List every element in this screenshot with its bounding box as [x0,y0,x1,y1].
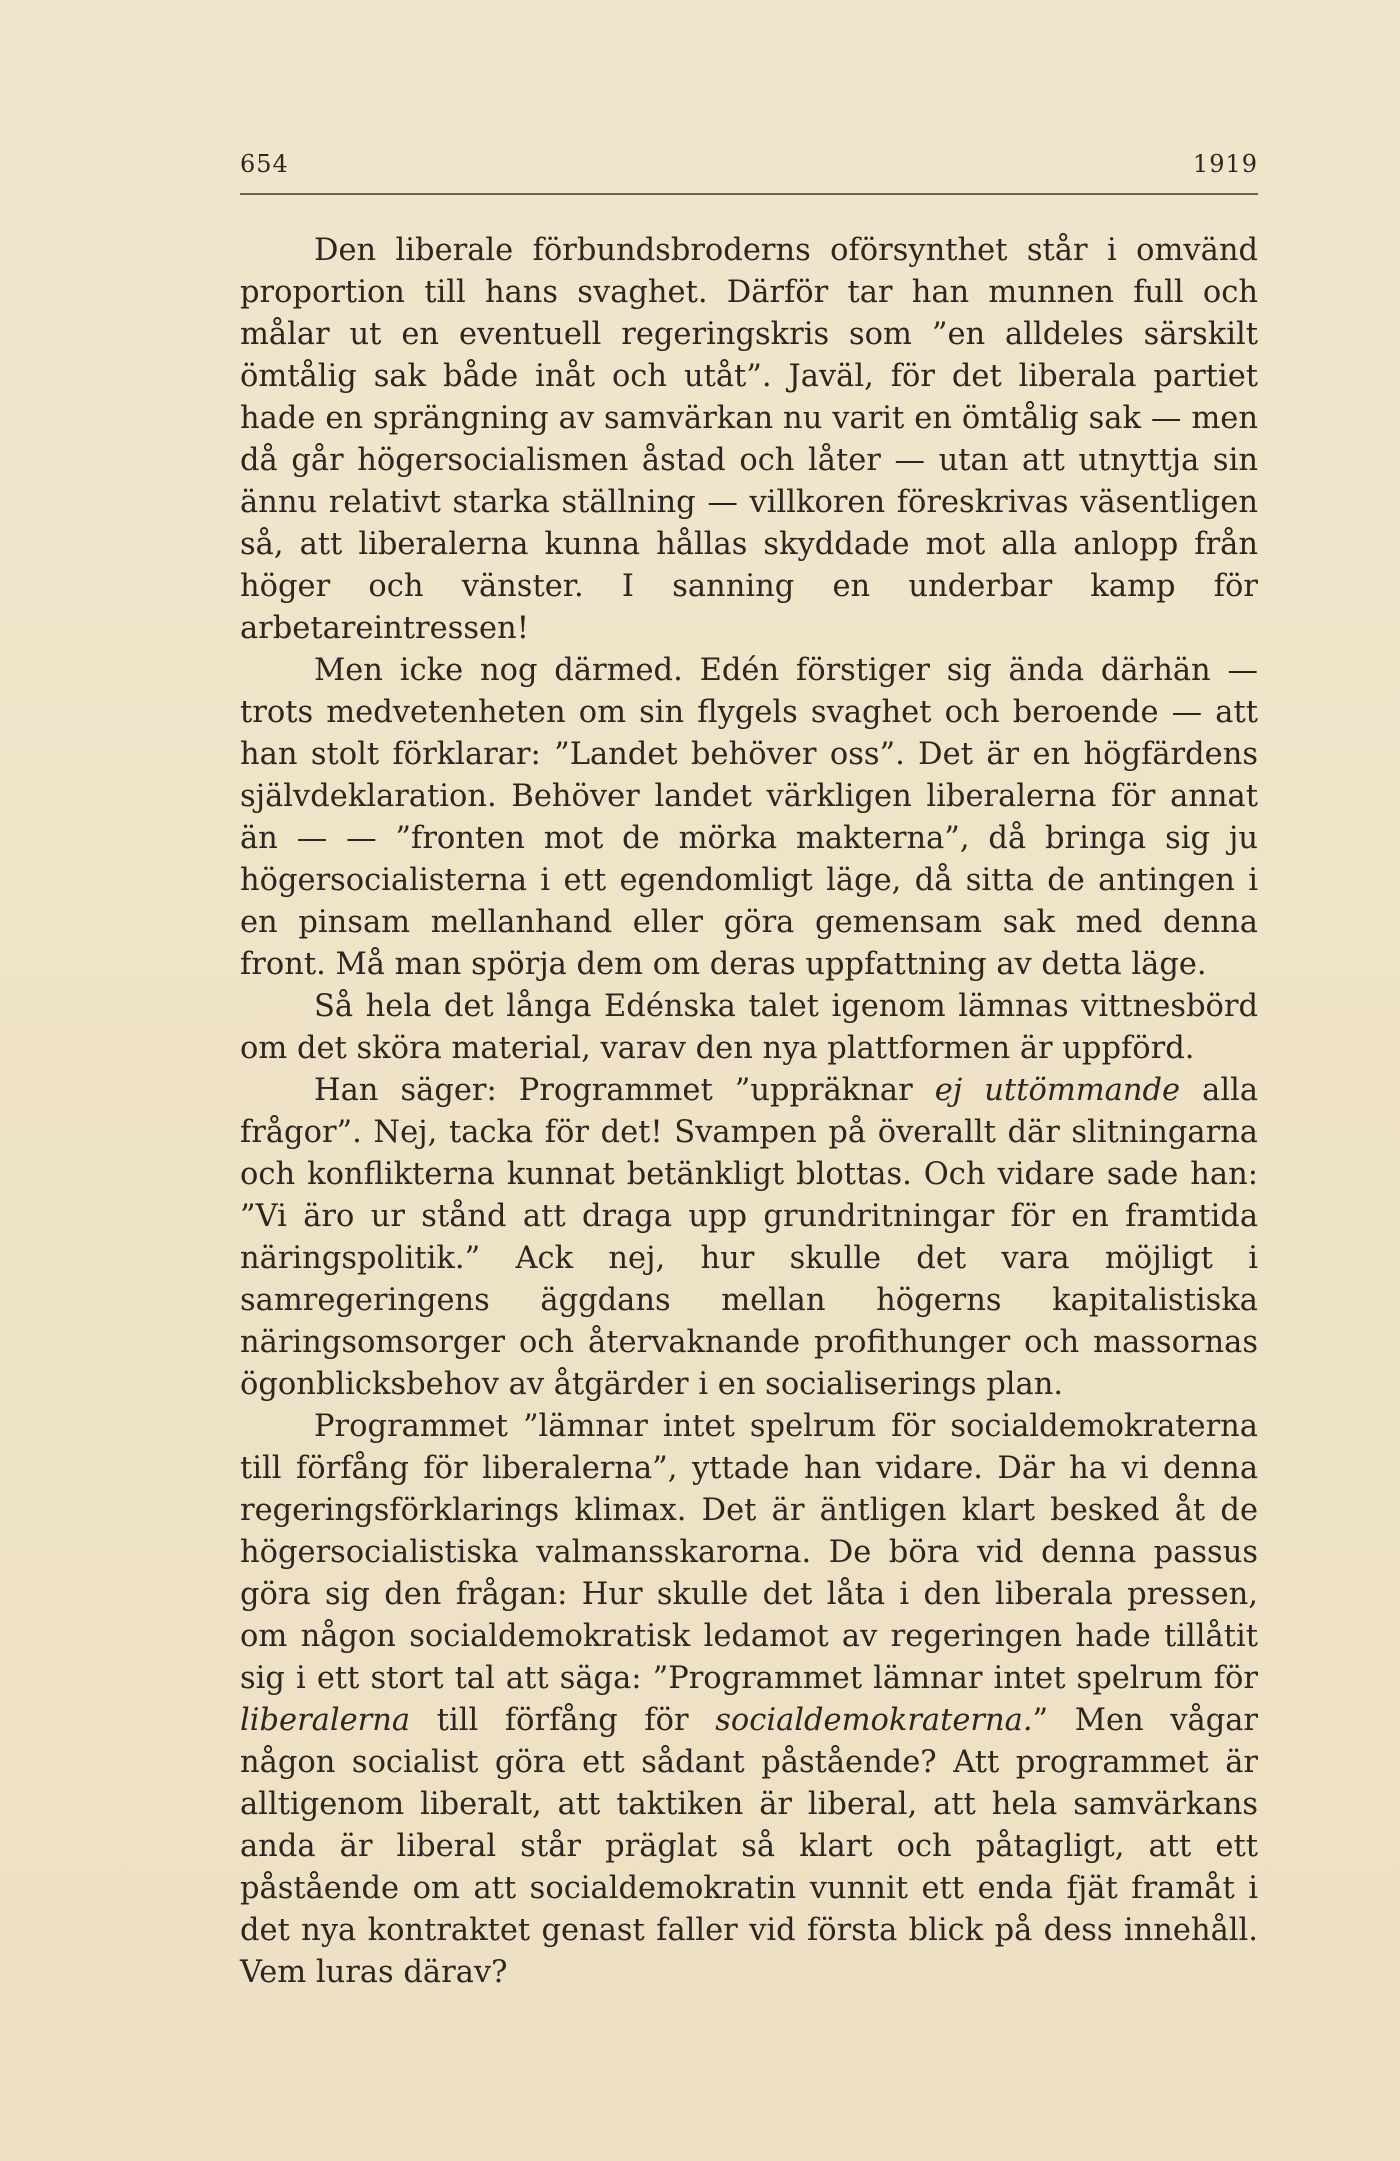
paragraph [240,1070,1258,1406]
paragraph-text: ” Men vågar någon socialist göra ett sådant påstående? Att programmet är alltigenom liberalt, att taktiken är liberal, att hela samvärkans anda är liberal står präglat så klart och påtagligt, att ett påstående om att socialdemokratin vunnit ett enda fjät framåt i det nya kontraktet genast faller vid första blick på dess innehåll. Vem luras därav? [240,1703,1259,1990]
paragraph [240,230,1258,650]
paragraph-text: Han säger: Programmet ”uppräknar [314,1073,935,1108]
paragraph-text: Så hela det långa Edénska talet igenom lämnas vittnesbörd om det sköra material, varav den nya plattformen är uppförd. [240,989,1258,1066]
paragraph-text: Men icke nog därmed. Edén förstiger sig ända därhän — trots medvetenheten om sin flygels svaghet och beroende — att han stolt förklarar: ”Landet behöver oss”. Det är en högfärdens självdeklaration. Behöver landet värkligen liberalerna för annat än — — ”fronten mot de mörka makterna”, då bringa sig ju högersocialisterna i ett egendomligt läge, då sitta de antingen i en pinsam mellanhand eller göra gemensam sak med denna front. Må man spörja dem om deras uppfattning av detta läge. [240,653,1258,982]
paragraph [240,650,1258,986]
page-number: 654 [240,150,289,178]
paragraph-text: Programmet ”lämnar intet spelrum för socialdemokraterna till förfång för liberalerna”, yttade han vidare. Där ha vi denna regeringsförklarings klimax. Det är äntligen klart besked åt de högersocialistiska valmansskarorna. De böra vid denna passus göra sig den frågan: Hur skulle det låta i den liberala pressen, om någon socialdemokratisk ledamot av regeringen hade tillåtit sig i ett stort tal att säga: ”Programmet lämnar intet spelrum för [240,1409,1258,1696]
paragraph-text: Den liberale förbundsbroderns oförsynthet står i omvänd proportion till hans svaghet. Därför tar han munnen full och målar ut en eventuell regeringskris som ”en alldeles särskilt ömtålig sak både inåt och utåt”. Javäl, för det liberala partiet hade en sprängning av samvärkan nu varit en ömtålig sak — men då går högersocialismen åstad och låter — utan att utnyttja sin ännu relativt starka ställning — villkoren föreskrivas väsentligen så, att liberalerna kunna hållas skyddade mot alla anlopp från höger och vänster. I sanning en underbar kamp för arbetareintressen! [240,233,1258,646]
running-header [240,150,1258,178]
italic-phrase: liberalerna [240,1703,411,1738]
paragraph [240,1406,1258,1994]
paragraph-text: alla frågor”. Nej, tacka för det! Svampen på överallt där slitningarna och konflikterna kunnat betänkligt blottas. Och vidare sade han: ”Vi äro ur stånd att draga upp grundritningar för en framtida näringspolitik.” Ack nej, hur skulle det vara möjligt i samregeringens äggdans mellan högerns kapitalistiska näringsomsorger och återvaknande profithunger och massornas ögonblicksbehov av åtgärder i en socialiserings plan. [240,1073,1259,1402]
article-body [240,230,1258,1994]
header-rule [240,193,1258,195]
year: 1919 [1192,150,1258,178]
italic-phrase: socialdemokraterna. [715,1703,1033,1738]
paragraph-text: till förfång för [410,1703,716,1738]
paragraph [240,986,1258,1070]
italic-phrase: ej uttömmande [934,1073,1181,1108]
